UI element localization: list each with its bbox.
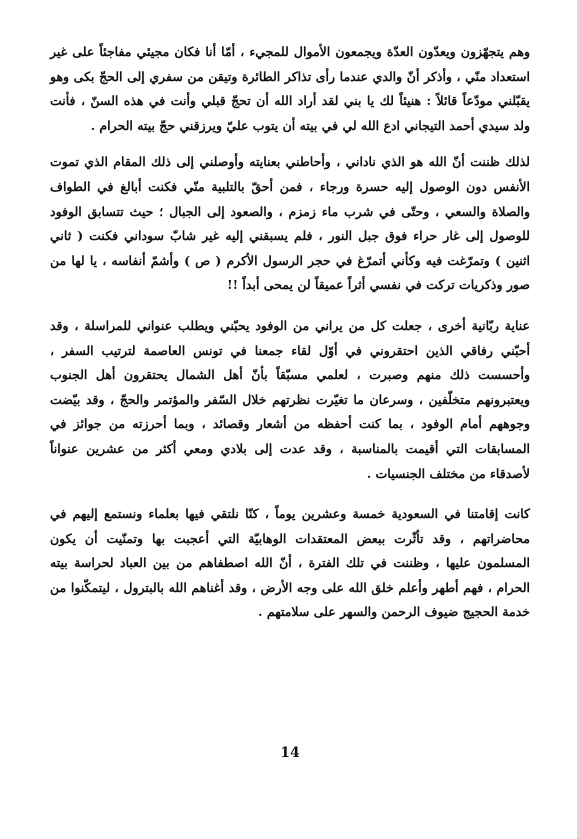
paragraph-3: عناية ربّانية أخرى ، جعلت كل من يراني من الوفود يحبّني ويطلب عنواني للمراسلة ، وقد أحبّني رفاقي الذين احتقروني في أوّل لقاء جمعنا في تونس العاصمة لترتيب السفر ، وأحسست ذلك منهم وصبرت ، لعلمي مسبّقاً بأنّ أهل الشمال يحتقرون أهل الجنوب ويعتبرونهم متخلّفين ، وسرعان ما تغيّرت نظرتهم خلال السّفر والمؤتمر والحجّ ، وقد بيّضت وجوههم أمام الوفود ، بما كنت أحفظه من أشعار وقصائد ، وبما أحرزته من جوائز في المسابقات التي أقيمت بالمناسبة ، وقد عدت إلى بلادي ومعي أكثر من عشرين عنواناً لأصدقاء من مختلف الجنسيات . bbox=[50, 317, 530, 481]
paragraph-2: لذلك ظننت أنّ الله هو الذي ناداني ، وأحاطني بعنايته وأوصلني إلى ذلك المقام الذي تموت الأنفس دون الوصول إليه حسرة ورجاء ، فمن أحقّ بالتلبية منّي فكنت أبالغ في الطواف والصلاة والسعي ، وحتّى في شرب ماء زمزم ، والصعود إلى الجبال ؛ حيث تتسابق الوفود للوصول إلى غار حراء فوق جبل النور ، فلم يسبقني إليه غير شابّ سوداني فكنت ( ثاني اثنين ) وتمرّغت فيه وكأني أتمرّغ في حجر الرسول الأكرم ( ص ) وأشمّ أنفاسه ، يا لها من صور وذكريات تركت في نفسي أثراً عميقاً لن يمحى أبداً !! bbox=[50, 154, 530, 293]
paragraph-4: كانت إقامتنا في السعودية خمسة وعشرين يوماً ، كنّا نلتقي فيها بعلماء ونستمع إليهم في محاضراتهم ، وقد تأثّرت ببعض المعتقدات الوهابيّة التي أعجبت بها وتمنّيت أن يكون المسلمون عليها ، وظننت في تلك الفترة ، أنّ الله اصطفاهم من بين العباد لحراسة بيته الحرام ، فهم أطهر وأعلم خلق الله على وجه الأرض ، وقد أغناهم الله بالبترول ، ليتمكّنوا من خدمة الحجيج ضيوف الرحمن والسهر على سلامتهم . bbox=[50, 506, 530, 620]
page-number: 14 bbox=[280, 745, 300, 761]
page-body bbox=[50, 40, 530, 625]
paragraph-1: وهم يتجهّزون ويعدّون العدّة ويجمعون الأموال للمجيء ، أمّا أنا فكان مجيئي مفاجئاً على غير استعداد منّي ، وأذكر أنّ والدي عندما رأى تذاكر الطائرة وتيقن من سفري إلى الحجّ بكى وهو يقبّلني مودّعاً قائلاً : هنيئاً لك يا بني لقد أراد الله أن تحجّ قبلي وأنت في هذه السنّ ، فأنت ولد سيدي أحمد التيجاني ادع الله لي في بيته أن يتوب عليّ ويرزقني حجّ بيته الحرام . bbox=[50, 44, 530, 133]
